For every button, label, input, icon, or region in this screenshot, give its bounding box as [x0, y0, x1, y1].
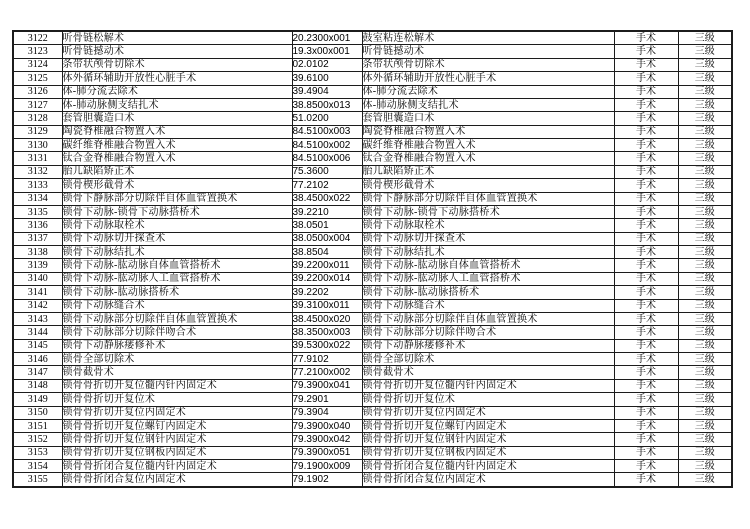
name_alt-cell: 锁骨下动脉-锁骨下动脉搭桥术: [362, 205, 614, 218]
grade-cell: 三级: [678, 339, 732, 352]
code-cell: 38.4500x022: [292, 192, 362, 205]
category-cell: 手术: [614, 125, 678, 138]
row_no-cell: 3124: [13, 58, 62, 71]
table-row: [13, 393, 732, 406]
code-cell: 38.0501: [292, 219, 362, 232]
table-row: [13, 286, 732, 299]
row_no-cell: 3136: [13, 219, 62, 232]
row_no-cell: 3137: [13, 232, 62, 245]
name_alt-cell: 锁骨骨折切开复位髓内针内固定术: [362, 379, 614, 392]
category-cell: 手术: [614, 446, 678, 459]
row_no-cell: 3155: [13, 473, 62, 487]
row_no-cell: 3147: [13, 366, 62, 379]
row_no-cell: 3125: [13, 72, 62, 85]
category-cell: 手术: [614, 379, 678, 392]
row_no-cell: 3139: [13, 259, 62, 272]
code-cell: 20.2300x001: [292, 31, 362, 45]
table-row: [13, 473, 732, 487]
code-cell: 38.3500x003: [292, 326, 362, 339]
category-cell: 手术: [614, 219, 678, 232]
code-cell: 79.1902: [292, 473, 362, 487]
name-cell: 锁骨楔形截骨术: [62, 179, 292, 192]
table-row: [13, 205, 732, 218]
name_alt-cell: 套管胆囊造口术: [362, 112, 614, 125]
name_alt-cell: 体-肺动脉侧支结扎术: [362, 98, 614, 111]
code-cell: 38.8500x013: [292, 98, 362, 111]
category-cell: 手术: [614, 112, 678, 125]
row_no-cell: 3150: [13, 406, 62, 419]
category-cell: 手术: [614, 419, 678, 432]
name_alt-cell: 锁骨骨折切开复位钢针内固定术: [362, 433, 614, 446]
name_alt-cell: 体-肺分流去除术: [362, 85, 614, 98]
table-row: [13, 312, 732, 325]
code-cell: 79.3904: [292, 406, 362, 419]
category-cell: 手术: [614, 98, 678, 111]
table-row: [13, 45, 732, 58]
grade-cell: 三级: [678, 232, 732, 245]
grade-cell: 三级: [678, 85, 732, 98]
grade-cell: 三级: [678, 379, 732, 392]
code-cell: 39.5300x022: [292, 339, 362, 352]
table-row: [13, 139, 732, 152]
grade-cell: 三级: [678, 259, 732, 272]
category-cell: 手术: [614, 286, 678, 299]
name-cell: 锁骨截骨术: [62, 366, 292, 379]
grade-cell: 三级: [678, 31, 732, 45]
name_alt-cell: 锁骨下动脉部分切除伴吻合术: [362, 326, 614, 339]
category-cell: 手术: [614, 152, 678, 165]
procedure-table: [12, 30, 733, 488]
table-row: [13, 232, 732, 245]
code-cell: 39.3100x011: [292, 299, 362, 312]
name-cell: 体外循环辅助开放性心脏手术: [62, 72, 292, 85]
name-cell: 锁骨下动脉切开探查术: [62, 232, 292, 245]
table-row: [13, 379, 732, 392]
grade-cell: 三级: [678, 179, 732, 192]
name_alt-cell: 锁骨骨折切开复位钢板内固定术: [362, 446, 614, 459]
name-cell: 锁骨骨折切开复位钢针内固定术: [62, 433, 292, 446]
grade-cell: 三级: [678, 246, 732, 259]
name-cell: 锁骨骨折切开复位髓内针内固定术: [62, 379, 292, 392]
grade-cell: 三级: [678, 299, 732, 312]
table-row: [13, 419, 732, 432]
category-cell: 手术: [614, 205, 678, 218]
code-cell: 79.1900x009: [292, 460, 362, 473]
row_no-cell: 3141: [13, 286, 62, 299]
name_alt-cell: 锁骨骨折切开复位术: [362, 393, 614, 406]
category-cell: 手术: [614, 72, 678, 85]
code-cell: 19.3x00x001: [292, 45, 362, 58]
row_no-cell: 3144: [13, 326, 62, 339]
name_alt-cell: 锁骨下动脉部分切除伴自体血管置换术: [362, 312, 614, 325]
name-cell: 胎儿缺陷矫正术: [62, 165, 292, 178]
grade-cell: 三级: [678, 366, 732, 379]
name_alt-cell: 听骨链撼动术: [362, 45, 614, 58]
category-cell: 手术: [614, 312, 678, 325]
name-cell: 体-肺动脉侧支结扎术: [62, 98, 292, 111]
code-cell: 75.3600: [292, 165, 362, 178]
row_no-cell: 3132: [13, 165, 62, 178]
row_no-cell: 3154: [13, 460, 62, 473]
grade-cell: 三级: [678, 433, 732, 446]
table-row: [13, 339, 732, 352]
category-cell: 手术: [614, 353, 678, 366]
name-cell: 听骨链松解术: [62, 31, 292, 45]
name_alt-cell: 条带状颅骨切除术: [362, 58, 614, 71]
name-cell: 钛合金脊椎融合物置入术: [62, 152, 292, 165]
table-row: [13, 72, 732, 85]
row_no-cell: 3122: [13, 31, 62, 45]
table-row: [13, 366, 732, 379]
row_no-cell: 3133: [13, 179, 62, 192]
category-cell: 手术: [614, 460, 678, 473]
grade-cell: 三级: [678, 312, 732, 325]
category-cell: 手术: [614, 85, 678, 98]
name-cell: 锁骨骨折切开复位钢板内固定术: [62, 446, 292, 459]
grade-cell: 三级: [678, 393, 732, 406]
name_alt-cell: 锁骨下动脉结扎术: [362, 246, 614, 259]
grade-cell: 三级: [678, 58, 732, 71]
category-cell: 手术: [614, 339, 678, 352]
table-row: [13, 152, 732, 165]
category-cell: 手术: [614, 45, 678, 58]
table-row: [13, 98, 732, 111]
name-cell: 陶瓷脊椎融合物置入术: [62, 125, 292, 138]
grade-cell: 三级: [678, 152, 732, 165]
grade-cell: 三级: [678, 219, 732, 232]
grade-cell: 三级: [678, 353, 732, 366]
code-cell: 84.5100x003: [292, 125, 362, 138]
code-cell: 79.3900x042: [292, 433, 362, 446]
row_no-cell: 3123: [13, 45, 62, 58]
table-row: [13, 31, 732, 45]
name-cell: 锁骨下动脉-肱动脉搭桥术: [62, 286, 292, 299]
row_no-cell: 3151: [13, 419, 62, 432]
row_no-cell: 3153: [13, 446, 62, 459]
code-cell: 38.4500x020: [292, 312, 362, 325]
row_no-cell: 3140: [13, 272, 62, 285]
procedure-table-body: [13, 31, 732, 487]
name_alt-cell: 锁骨下动静脉瘘修补术: [362, 339, 614, 352]
name_alt-cell: 锁骨下动脉-肱动脉人工血管搭桥术: [362, 272, 614, 285]
code-cell: 51.0200: [292, 112, 362, 125]
name_alt-cell: 锁骨骨折闭合复位内固定术: [362, 473, 614, 487]
category-cell: 手术: [614, 58, 678, 71]
code-cell: 79.3900x040: [292, 419, 362, 432]
table-row: [13, 446, 732, 459]
code-cell: 39.2202: [292, 286, 362, 299]
category-cell: 手术: [614, 259, 678, 272]
grade-cell: 三级: [678, 45, 732, 58]
table-row: [13, 165, 732, 178]
code-cell: 77.2102: [292, 179, 362, 192]
name-cell: 锁骨下动脉-肱动脉自体血管搭桥术: [62, 259, 292, 272]
name_alt-cell: 锁骨截骨术: [362, 366, 614, 379]
name-cell: 锁骨下动脉-锁骨下动脉搭桥术: [62, 205, 292, 218]
code-cell: 38.0500x004: [292, 232, 362, 245]
code-cell: 39.2200x014: [292, 272, 362, 285]
row_no-cell: 3128: [13, 112, 62, 125]
row_no-cell: 3148: [13, 379, 62, 392]
table-row: [13, 58, 732, 71]
row_no-cell: 3135: [13, 205, 62, 218]
table-row: [13, 433, 732, 446]
name-cell: 碳纤维脊椎融合物置入术: [62, 139, 292, 152]
name_alt-cell: 锁骨下动脉切开探查术: [362, 232, 614, 245]
table-row: [13, 179, 732, 192]
name-cell: 锁骨下动脉取栓术: [62, 219, 292, 232]
row_no-cell: 3149: [13, 393, 62, 406]
code-cell: 02.0102: [292, 58, 362, 71]
row_no-cell: 3134: [13, 192, 62, 205]
grade-cell: 三级: [678, 72, 732, 85]
category-cell: 手术: [614, 246, 678, 259]
grade-cell: 三级: [678, 205, 732, 218]
table-row: [13, 125, 732, 138]
name_alt-cell: 锁骨楔形截骨术: [362, 179, 614, 192]
name-cell: 体-肺分流去除术: [62, 85, 292, 98]
table-row: [13, 353, 732, 366]
name_alt-cell: 陶瓷脊椎融合物置入术: [362, 125, 614, 138]
row_no-cell: 3131: [13, 152, 62, 165]
name-cell: 锁骨下动脉部分切除伴自体血管置换术: [62, 312, 292, 325]
name_alt-cell: 锁骨骨折闭合复位髓内针内固定术: [362, 460, 614, 473]
name-cell: 锁骨下动脉部分切除伴吻合术: [62, 326, 292, 339]
row_no-cell: 3127: [13, 98, 62, 111]
name-cell: 锁骨全部切除术: [62, 353, 292, 366]
name_alt-cell: 锁骨下动脉-肱动脉搭桥术: [362, 286, 614, 299]
category-cell: 手术: [614, 179, 678, 192]
row_no-cell: 3126: [13, 85, 62, 98]
name_alt-cell: 锁骨下静脉部分切除伴自体血管置换术: [362, 192, 614, 205]
name_alt-cell: 锁骨下动脉缝合术: [362, 299, 614, 312]
name-cell: 条带状颅骨切除术: [62, 58, 292, 71]
grade-cell: 三级: [678, 98, 732, 111]
code-cell: 39.2210: [292, 205, 362, 218]
grade-cell: 三级: [678, 112, 732, 125]
table-row: [13, 460, 732, 473]
category-cell: 手术: [614, 393, 678, 406]
table-row: [13, 85, 732, 98]
row_no-cell: 3152: [13, 433, 62, 446]
name_alt-cell: 钛合金脊椎融合物置入术: [362, 152, 614, 165]
name-cell: 锁骨下动静脉瘘修补术: [62, 339, 292, 352]
code-cell: 79.2901: [292, 393, 362, 406]
grade-cell: 三级: [678, 139, 732, 152]
category-cell: 手术: [614, 232, 678, 245]
grade-cell: 三级: [678, 473, 732, 487]
grade-cell: 三级: [678, 272, 732, 285]
name_alt-cell: 鼓室粘连松解术: [362, 31, 614, 45]
name_alt-cell: 锁骨骨折切开复位螺钉内固定术: [362, 419, 614, 432]
name-cell: 听骨链撼动术: [62, 45, 292, 58]
grade-cell: 三级: [678, 165, 732, 178]
code-cell: 77.2100x002: [292, 366, 362, 379]
category-cell: 手术: [614, 406, 678, 419]
grade-cell: 三级: [678, 419, 732, 432]
row_no-cell: 3138: [13, 246, 62, 259]
grade-cell: 三级: [678, 460, 732, 473]
name_alt-cell: 锁骨全部切除术: [362, 353, 614, 366]
table-row: [13, 112, 732, 125]
table-row: [13, 259, 732, 272]
row_no-cell: 3142: [13, 299, 62, 312]
code-cell: 39.2200x011: [292, 259, 362, 272]
grade-cell: 三级: [678, 286, 732, 299]
row_no-cell: 3146: [13, 353, 62, 366]
name_alt-cell: 胎儿缺陷矫正术: [362, 165, 614, 178]
name-cell: 锁骨下动脉-肱动脉人工血管搭桥术: [62, 272, 292, 285]
name_alt-cell: 锁骨下动脉取栓术: [362, 219, 614, 232]
category-cell: 手术: [614, 433, 678, 446]
name-cell: 锁骨骨折闭合复位髓内针内固定术: [62, 460, 292, 473]
code-cell: 39.4904: [292, 85, 362, 98]
name_alt-cell: 锁骨下动脉-肱动脉自体血管搭桥术: [362, 259, 614, 272]
table-row: [13, 299, 732, 312]
name-cell: 锁骨下动脉结扎术: [62, 246, 292, 259]
name-cell: 锁骨骨折切开复位内固定术: [62, 406, 292, 419]
name-cell: 锁骨下静脉部分切除伴自体血管置换术: [62, 192, 292, 205]
category-cell: 手术: [614, 192, 678, 205]
code-cell: 79.3900x051: [292, 446, 362, 459]
grade-cell: 三级: [678, 326, 732, 339]
table-row: [13, 246, 732, 259]
name-cell: 套管胆囊造口术: [62, 112, 292, 125]
category-cell: 手术: [614, 139, 678, 152]
code-cell: 38.8504: [292, 246, 362, 259]
name_alt-cell: 碳纤维脊椎融合物置入术: [362, 139, 614, 152]
row_no-cell: 3145: [13, 339, 62, 352]
code-cell: 39.6100: [292, 72, 362, 85]
table-row: [13, 192, 732, 205]
table-row: [13, 326, 732, 339]
category-cell: 手术: [614, 326, 678, 339]
grade-cell: 三级: [678, 406, 732, 419]
name-cell: 锁骨骨折切开复位术: [62, 393, 292, 406]
grade-cell: 三级: [678, 446, 732, 459]
table-row: [13, 219, 732, 232]
category-cell: 手术: [614, 31, 678, 45]
name-cell: 锁骨下动脉缝合术: [62, 299, 292, 312]
name-cell: 锁骨骨折闭合复位内固定术: [62, 473, 292, 487]
row_no-cell: 3129: [13, 125, 62, 138]
category-cell: 手术: [614, 473, 678, 487]
category-cell: 手术: [614, 366, 678, 379]
table-row: [13, 406, 732, 419]
table-row: [13, 272, 732, 285]
grade-cell: 三级: [678, 192, 732, 205]
row_no-cell: 3130: [13, 139, 62, 152]
code-cell: 77.9102: [292, 353, 362, 366]
category-cell: 手术: [614, 299, 678, 312]
code-cell: 84.5100x006: [292, 152, 362, 165]
code-cell: 84.5100x002: [292, 139, 362, 152]
code-cell: 79.3900x041: [292, 379, 362, 392]
category-cell: 手术: [614, 272, 678, 285]
name-cell: 锁骨骨折切开复位螺钉内固定术: [62, 419, 292, 432]
name_alt-cell: 锁骨骨折切开复位内固定术: [362, 406, 614, 419]
name_alt-cell: 体外循环辅助开放性心脏手术: [362, 72, 614, 85]
grade-cell: 三级: [678, 125, 732, 138]
category-cell: 手术: [614, 165, 678, 178]
row_no-cell: 3143: [13, 312, 62, 325]
